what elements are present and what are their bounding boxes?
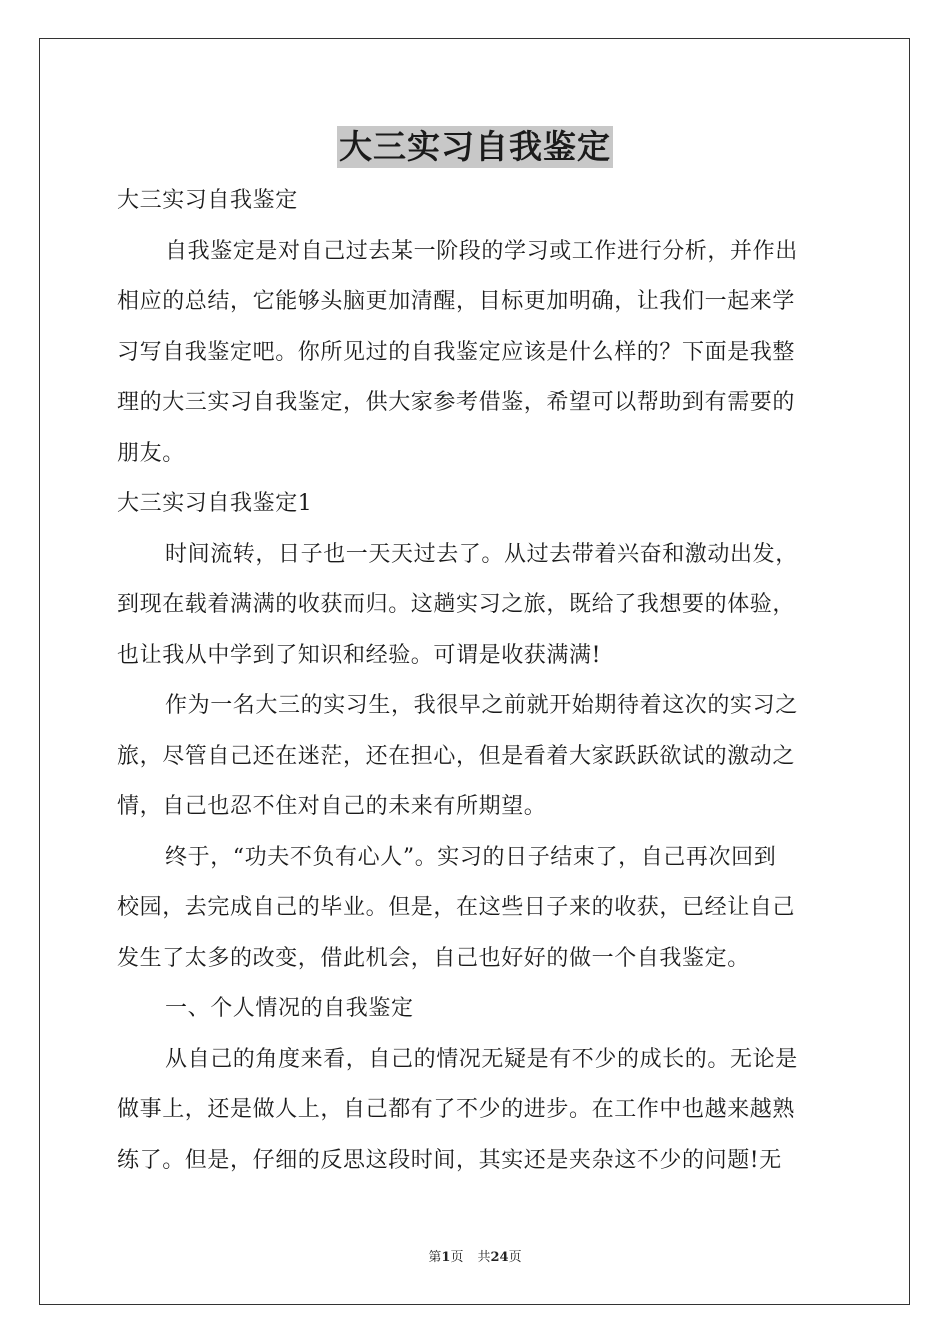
text-line: 校园，去完成自己的毕业。但是，在这些日子来的收获，已经让自己 <box>117 895 796 920</box>
document-body <box>117 176 835 1186</box>
text-line: 时间流转，日子也一天天过去了。从过去带着兴奋和激动出发， <box>165 541 798 567</box>
text-line: 习写自我鉴定吧。你所见过的自我鉴定应该是什么样的？下面是我整 <box>117 339 796 365</box>
document-title <box>0 126 950 168</box>
text-line: 自我鉴定是对自己过去某一阶段的学习或工作进行分析，并作出 <box>165 238 798 264</box>
text-line: 一、个人情况的自我鉴定 <box>165 996 414 1021</box>
footer-total-prefix: 共 <box>477 1250 491 1265</box>
text-line: 作为一名大三的实习生，我很早之前就开始期待着这次的实习之 <box>165 693 798 718</box>
text-line: 大三实习自我鉴定 <box>117 188 298 213</box>
footer-total-suffix: 页 <box>508 1250 522 1265</box>
footer-page-suffix: 页 <box>450 1250 464 1265</box>
page-footer <box>0 1246 950 1265</box>
footer-page-current: 1 <box>441 1250 451 1265</box>
text-line: 从自己的角度来看，自己的情况无疑是有不少的成长的。无论是 <box>165 1046 798 1072</box>
text-line: 相应的总结，它能够头脑更加清醒，目标更加明确，让我们一起来学 <box>117 289 796 314</box>
text-line: 终于，“功夫不负有心人”。实习的日子结束了，自己再次回到 <box>165 844 777 870</box>
text-line: 练了。但是，仔细的反思这段时间，其实还是夹杂这不少的问题!无 <box>117 1147 782 1173</box>
text-line: 旅，尽管自己还在迷茫，还在担心，但是看着大家跃跃欲试的激动之 <box>117 743 796 769</box>
text-line: 到现在载着满满的收获而归。这趟实习之旅，既给了我想要的体验， <box>117 592 796 617</box>
text-line: 理的大三实习自我鉴定，供大家参考借鉴，希望可以帮助到有需要的 <box>117 390 796 415</box>
footer-page-total: 24 <box>490 1250 509 1265</box>
text-line: 做事上，还是做人上，自己都有了不少的进步。在工作中也越来越熟 <box>117 1097 796 1122</box>
text-line: 情，自己也忍不住对自己的未来有所期望。 <box>117 794 547 819</box>
document-title-text: 大三实习自我鉴定 <box>339 127 611 166</box>
text-line: 朋友。 <box>117 440 185 466</box>
footer-page-prefix: 第 <box>428 1250 442 1265</box>
text-line: 发生了太多的改变，借此机会，自己也好好的做一个自我鉴定。 <box>117 945 750 971</box>
text-line: 也让我从中学到了知识和经验。可谓是收获满满! <box>117 642 602 668</box>
text-line: 大三实习自我鉴定1 <box>117 491 313 516</box>
